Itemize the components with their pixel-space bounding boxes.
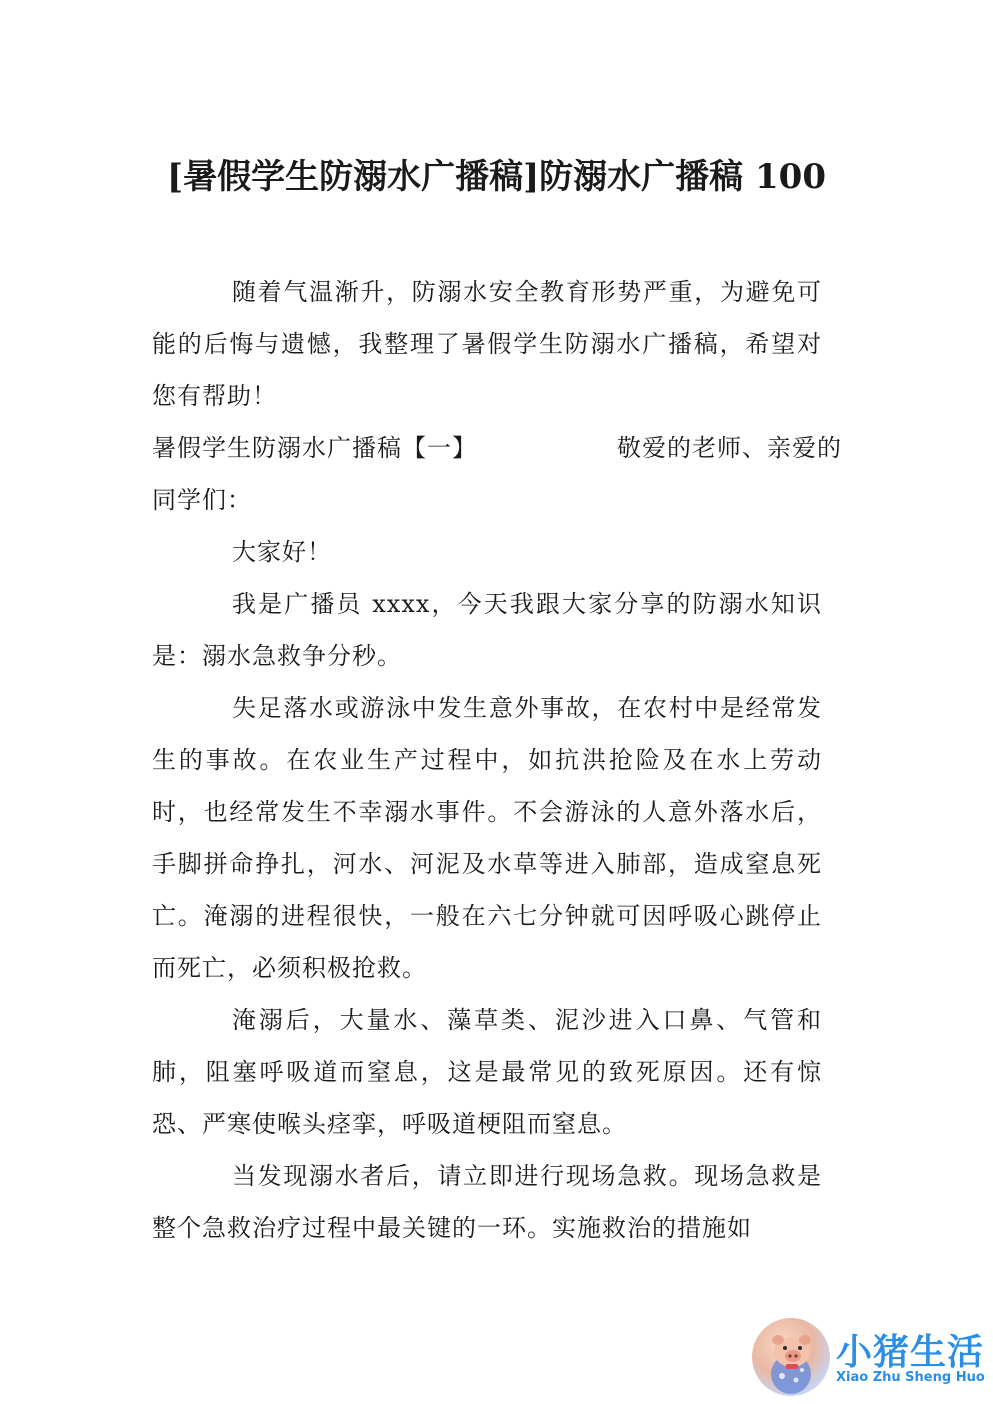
document-body [152, 266, 842, 1254]
intro-paragraph: 随着气温渐升，防溺水安全教育形势严重，为避免可能的后悔与遗憾，我整理了暑假学生防溺水广播稿，希望对您有帮助！ [152, 278, 822, 410]
section-heading-line [152, 422, 842, 474]
greeting-tail: 同学们： [152, 486, 252, 514]
paragraph-2: 失足落水或游泳中发生意外事故，在农村中是经常发生的事故。在农业生产过程中，如抗洪抢险及在水上劳动时，也经常发生不幸溺水事件。不会游泳的人意外落水后，手脚拼命挣扎，河水、河泥及水草等进入肺部，造成窒息死亡。淹溺的进程很快，一般在六七分钟就可因呼吸心跳停止而死亡，必须积极抢救。 [152, 694, 822, 982]
watermark-name-cn: 小猪生活 [836, 1332, 985, 1373]
watermark-name-en: Xiao Zhu Sheng Huo [836, 1370, 985, 1385]
section-heading: 暑假学生防溺水广播稿【一】 [152, 434, 477, 462]
document-title: [暑假学生防溺水广播稿]防溺水广播稿 100 [167, 156, 826, 197]
paragraph-4: 当发现溺水者后，请立即进行现场急救。现场急救是整个急救治疗过程中最关键的一环。实施救治的措施如 [152, 1162, 822, 1242]
pig-mascot-icon [752, 1318, 830, 1396]
paragraph-3: 淹溺后，大量水、藻草类、泥沙进入口鼻、气管和肺，阻塞呼吸道而窒息，这是最常见的致死原因。还有惊恐、严寒使喉头痉挛，呼吸道梗阻而窒息。 [152, 1006, 822, 1138]
greeting-head: 敬爱的老师、亲爱的 [617, 434, 842, 462]
watermark-logo [752, 1318, 992, 1400]
hello-paragraph: 大家好！ [232, 538, 332, 566]
paragraph-1: 我是广播员 xxxx，今天我跟大家分享的防溺水知识是：溺水急救争分秒。 [152, 590, 822, 670]
